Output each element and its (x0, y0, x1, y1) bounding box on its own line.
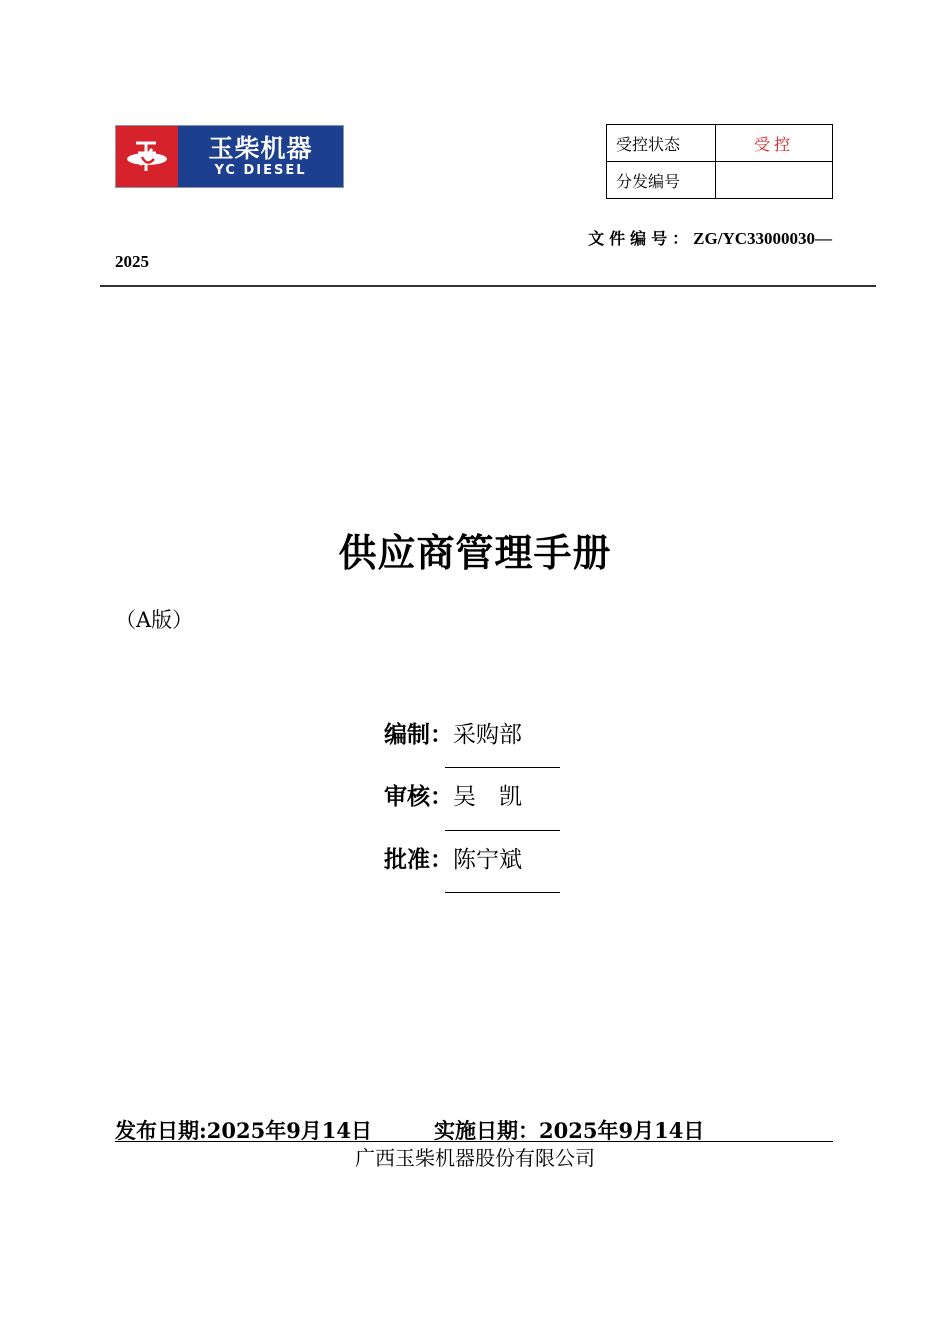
document-number (588, 226, 832, 249)
signature-reviewed (384, 778, 522, 811)
control-status-label: 受控状态 (607, 125, 716, 162)
signature-line (445, 830, 560, 831)
company-logo (115, 125, 344, 188)
signature-label: 审核： (384, 783, 453, 810)
effective-date: 实施日期：2025年9月14日 (434, 1118, 705, 1143)
header-divider (100, 285, 876, 287)
signature-value: 吴 凯 (453, 784, 522, 810)
company-name: 广西玉柴机器股份有限公司 (355, 1146, 595, 1170)
table-row (607, 125, 833, 162)
logo-cn-text: 玉柴机器 (208, 133, 313, 163)
signature-line (445, 767, 560, 768)
signature-value: 陈宁斌 (453, 847, 522, 873)
signature-approved (384, 841, 522, 874)
signature-compiled (384, 716, 522, 749)
document-number-year: 2025 (115, 252, 149, 271)
edition-label: （A版） (115, 608, 194, 632)
logo-en-text: YC DIESEL (214, 162, 307, 178)
signature-label: 批准： (384, 846, 453, 873)
logo-emblem-icon (116, 126, 178, 187)
control-status-table (606, 124, 833, 199)
distribution-number-label: 分发编号 (607, 162, 716, 199)
logo-wordmark (178, 126, 343, 187)
signature-label: 编制： (384, 721, 453, 748)
table-row (607, 162, 833, 199)
publish-date: 发布日期:2025年9月14日 (115, 1118, 373, 1143)
document-number-value: ZG/YC33000030— (693, 229, 832, 248)
signature-value: 采购部 (453, 722, 522, 748)
distribution-number-value (716, 162, 833, 199)
control-status-value: 受控 (716, 125, 833, 162)
document-number-label: 文件编号： (588, 229, 694, 248)
signature-line (445, 892, 560, 893)
document-title: 供应商管理手册 (338, 530, 612, 575)
